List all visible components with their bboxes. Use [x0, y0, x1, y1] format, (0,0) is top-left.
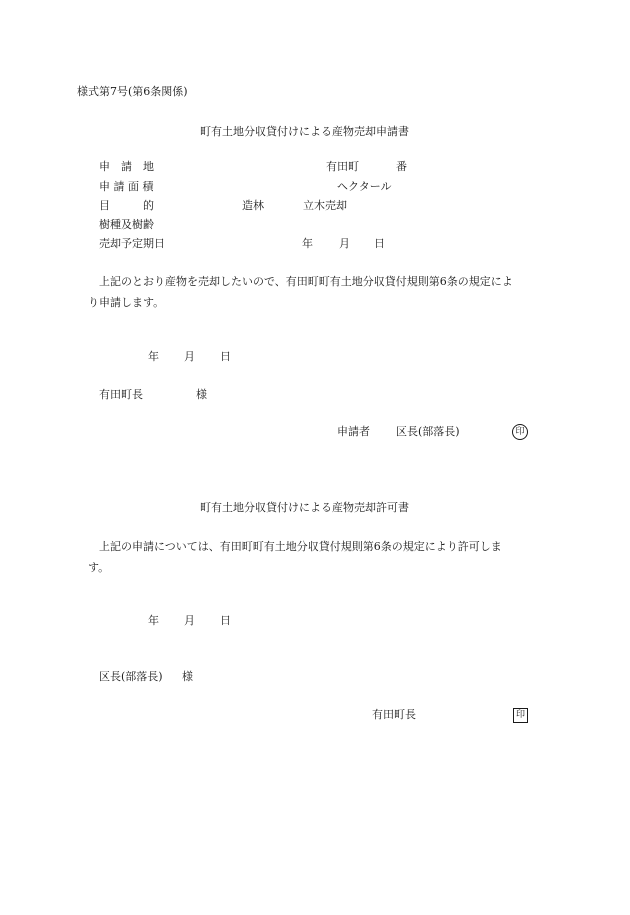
- permit-body-line1: 上記の申請については、有田町町有土地分収貸付規則第6条の規定により許可しま: [99, 540, 502, 553]
- sale-date-label: 売却予定期日: [99, 237, 165, 250]
- application-addressee-honorific: 様: [196, 388, 207, 401]
- purpose-afforestation: 造林: [242, 199, 264, 212]
- application-date-month: 月: [184, 350, 195, 363]
- area-label: 申 請 面 積: [99, 180, 154, 193]
- application-date-year: 年: [148, 350, 159, 363]
- purpose-label: 目 的: [99, 199, 154, 212]
- form-number-label: 様式第7号(第6条関係): [77, 85, 188, 98]
- sale-date-month: 月: [339, 237, 350, 250]
- permit-issuer: 有田町長: [372, 708, 416, 721]
- application-body: [88, 271, 558, 313]
- application-date-day: 日: [220, 350, 231, 363]
- permit-title: 町有土地分収貸付けによる産物売却許可書: [200, 501, 409, 514]
- application-title: 町有土地分収貸付けによる産物売却申請書: [200, 125, 409, 138]
- applicant-label: 申請者: [337, 425, 370, 438]
- sale-date-day: 日: [374, 237, 385, 250]
- application-addressee: 有田町長: [99, 388, 143, 401]
- permit-body-line2: す。: [88, 561, 110, 574]
- location-unit: 番: [396, 160, 407, 173]
- application-body-line1: 上記のとおり産物を売却したいので、有田町町有土地分収貸付規則第6条の規定によ: [99, 275, 513, 288]
- permit-date-day: 日: [220, 614, 231, 627]
- issuer-seal-icon: 印: [513, 708, 528, 723]
- sale-date-year: 年: [302, 237, 313, 250]
- applicant-title: 区長(部落長): [396, 425, 460, 438]
- purpose-timber-sale: 立木売却: [303, 199, 347, 212]
- applicant-seal-icon: 印: [512, 424, 528, 440]
- permit-addressee: 区長(部落長): [99, 670, 163, 683]
- application-body-line2: り申請します。: [88, 296, 165, 309]
- permit-date-month: 月: [184, 614, 195, 627]
- permit-addressee-honorific: 様: [182, 670, 193, 683]
- species-age-label: 樹種及樹齢: [99, 218, 154, 231]
- location-label: 申 請 地: [99, 160, 154, 173]
- permit-date-year: 年: [148, 614, 159, 627]
- permit-body: [88, 536, 558, 578]
- location-town: 有田町: [326, 160, 359, 173]
- area-unit: ヘクタール: [337, 180, 392, 193]
